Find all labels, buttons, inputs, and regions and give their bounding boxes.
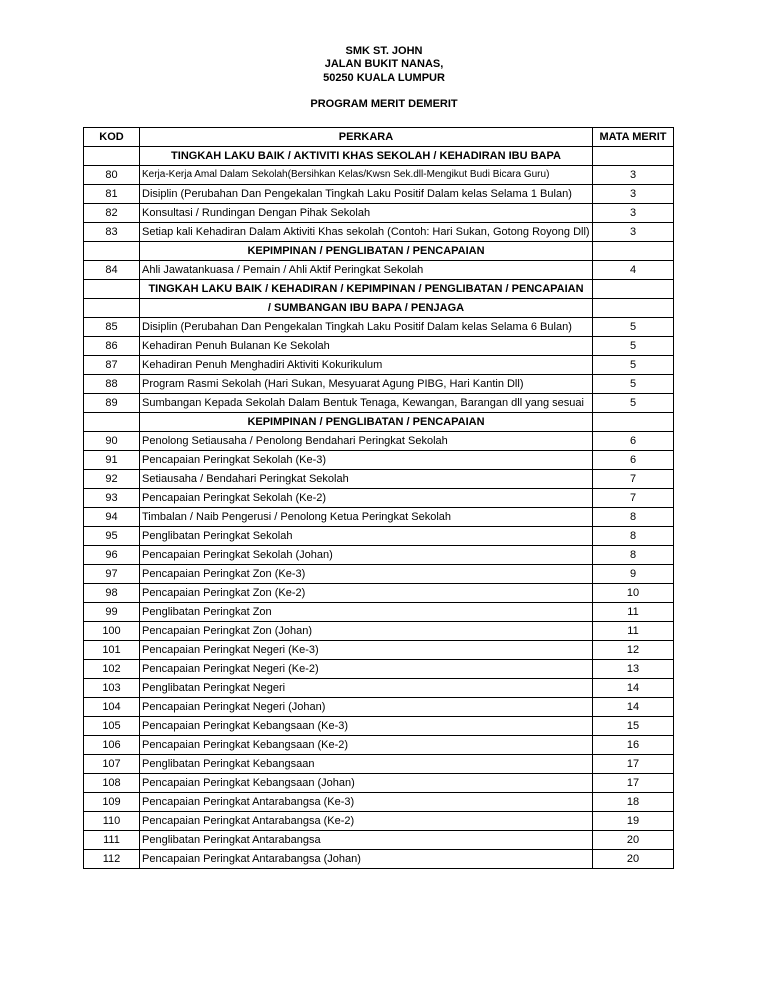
table-row — [84, 375, 674, 394]
perkara-cell: Pencapaian Peringkat Kebangsaan (Johan) — [140, 774, 593, 793]
table-row — [84, 546, 674, 565]
table-row — [84, 717, 674, 736]
mata-merit-cell: 12 — [593, 641, 674, 660]
section-heading: KEPIMPINAN / PENGLIBATAN / PENCAPAIAN — [140, 242, 593, 261]
mata-merit-cell: 6 — [593, 451, 674, 470]
perkara-cell: Pencapaian Peringkat Sekolah (Ke-2) — [140, 489, 593, 508]
school-name: SMK ST. JOHN — [345, 45, 423, 57]
kod-cell: 81 — [84, 185, 140, 204]
mata-merit-cell: 5 — [593, 356, 674, 375]
empty-cell — [593, 242, 674, 261]
mata-merit-cell: 5 — [593, 394, 674, 413]
empty-cell — [84, 413, 140, 432]
table-row — [84, 451, 674, 470]
kod-cell: 107 — [84, 755, 140, 774]
empty-cell — [84, 299, 140, 318]
mata-merit-cell: 14 — [593, 679, 674, 698]
table-row — [84, 394, 674, 413]
program-title: PROGRAM MERIT DEMERIT — [310, 98, 458, 110]
perkara-cell: Pencapaian Peringkat Kebangsaan (Ke-2) — [140, 736, 593, 755]
table-row — [84, 641, 674, 660]
kod-cell: 84 — [84, 261, 140, 280]
kod-cell: 108 — [84, 774, 140, 793]
perkara-cell: Pencapaian Peringkat Zon (Ke-3) — [140, 565, 593, 584]
table-row — [84, 527, 674, 546]
kod-cell: 92 — [84, 470, 140, 489]
mata-merit-cell: 7 — [593, 470, 674, 489]
mata-merit-cell: 13 — [593, 660, 674, 679]
perkara-cell: Kerja-Kerja Amal Dalam Sekolah(Bersihkan Kelas/Kwsn Sek.dll-Mengikut Budi Bicara Guru) — [140, 166, 593, 185]
kod-cell: 104 — [84, 698, 140, 717]
column-header-mata-merit: MATA MERIT — [593, 128, 674, 147]
perkara-cell: Kehadiran Penuh Menghadiri Aktiviti Kokurikulum — [140, 356, 593, 375]
merit-table-body — [84, 147, 674, 869]
mata-merit-cell: 17 — [593, 774, 674, 793]
perkara-cell: Pencapaian Peringkat Antarabangsa (Johan) — [140, 850, 593, 869]
empty-cell — [84, 242, 140, 261]
table-row — [84, 223, 674, 242]
perkara-cell: Penglibatan Peringkat Zon — [140, 603, 593, 622]
table-row — [84, 679, 674, 698]
kod-cell: 88 — [84, 375, 140, 394]
section-heading: / SUMBANGAN IBU BAPA / PENJAGA — [140, 299, 593, 318]
table-row — [84, 470, 674, 489]
perkara-cell: Pencapaian Peringkat Negeri (Ke-2) — [140, 660, 593, 679]
perkara-cell: Setiausaha / Bendahari Peringkat Sekolah — [140, 470, 593, 489]
table-row — [84, 831, 674, 850]
kod-cell: 102 — [84, 660, 140, 679]
mata-merit-cell: 7 — [593, 489, 674, 508]
perkara-cell: Pencapaian Peringkat Sekolah (Ke-3) — [140, 451, 593, 470]
mata-merit-cell: 11 — [593, 603, 674, 622]
perkara-cell: Penglibatan Peringkat Antarabangsa — [140, 831, 593, 850]
table-row — [84, 774, 674, 793]
mata-merit-cell: 20 — [593, 831, 674, 850]
merit-table — [83, 127, 674, 869]
perkara-cell: Ahli Jawatankuasa / Pemain / Ahli Aktif Peringkat Sekolah — [140, 261, 593, 280]
perkara-cell: Pencapaian Peringkat Sekolah (Johan) — [140, 546, 593, 565]
perkara-cell: Pencapaian Peringkat Antarabangsa (Ke-3) — [140, 793, 593, 812]
table-row — [84, 489, 674, 508]
table-row — [84, 261, 674, 280]
perkara-cell: Sumbangan Kepada Sekolah Dalam Bentuk Tenaga, Kewangan, Barangan dll yang sesuai — [140, 394, 593, 413]
mata-merit-cell: 8 — [593, 527, 674, 546]
table-row — [84, 318, 674, 337]
kod-cell: 95 — [84, 527, 140, 546]
mata-merit-cell: 15 — [593, 717, 674, 736]
mata-merit-cell: 20 — [593, 850, 674, 869]
section-row — [84, 242, 674, 261]
table-row — [84, 603, 674, 622]
section-row — [84, 280, 674, 299]
kod-cell: 85 — [84, 318, 140, 337]
section-row — [84, 147, 674, 166]
kod-cell: 112 — [84, 850, 140, 869]
kod-cell: 80 — [84, 166, 140, 185]
table-row — [84, 565, 674, 584]
kod-cell: 94 — [84, 508, 140, 527]
perkara-cell: Penolong Setiausaha / Penolong Bendahari Peringkat Sekolah — [140, 432, 593, 451]
kod-cell: 86 — [84, 337, 140, 356]
table-row — [84, 508, 674, 527]
table-row — [84, 698, 674, 717]
kod-cell: 97 — [84, 565, 140, 584]
empty-cell — [593, 280, 674, 299]
mata-merit-cell: 3 — [593, 166, 674, 185]
perkara-cell: Disiplin (Perubahan Dan Pengekalan Tingkah Laku Positif Dalam kelas Selama 1 Bulan) — [140, 185, 593, 204]
mata-merit-cell: 9 — [593, 565, 674, 584]
table-row — [84, 622, 674, 641]
kod-cell: 91 — [84, 451, 140, 470]
empty-cell — [593, 147, 674, 166]
empty-cell — [593, 413, 674, 432]
kod-cell: 99 — [84, 603, 140, 622]
kod-cell: 109 — [84, 793, 140, 812]
table-row — [84, 204, 674, 223]
kod-cell: 98 — [84, 584, 140, 603]
mata-merit-cell: 8 — [593, 508, 674, 527]
section-heading: KEPIMPINAN / PENGLIBATAN / PENCAPAIAN — [140, 413, 593, 432]
mata-merit-cell: 5 — [593, 375, 674, 394]
table-row — [84, 736, 674, 755]
kod-cell: 103 — [84, 679, 140, 698]
empty-cell — [593, 299, 674, 318]
kod-cell: 100 — [84, 622, 140, 641]
mata-merit-cell: 5 — [593, 318, 674, 337]
table-header-row — [84, 128, 674, 147]
perkara-cell: Penglibatan Peringkat Negeri — [140, 679, 593, 698]
table-row — [84, 166, 674, 185]
column-header-perkara: PERKARA — [140, 128, 593, 147]
mata-merit-cell: 6 — [593, 432, 674, 451]
perkara-cell: Timbalan / Naib Pengerusi / Penolong Ketua Peringkat Sekolah — [140, 508, 593, 527]
column-header-kod: KOD — [84, 128, 140, 147]
school-street: JALAN BUKIT NANAS, — [324, 58, 444, 70]
table-row — [84, 432, 674, 451]
mata-merit-cell: 10 — [593, 584, 674, 603]
mata-merit-cell: 4 — [593, 261, 674, 280]
kod-cell: 106 — [84, 736, 140, 755]
section-row — [84, 413, 674, 432]
mata-merit-cell: 5 — [593, 337, 674, 356]
perkara-cell: Penglibatan Peringkat Sekolah — [140, 527, 593, 546]
kod-cell: 87 — [84, 356, 140, 375]
kod-cell: 83 — [84, 223, 140, 242]
perkara-cell: Pencapaian Peringkat Antarabangsa (Ke-2) — [140, 812, 593, 831]
perkara-cell: Disiplin (Perubahan Dan Pengekalan Tingkah Laku Positif Dalam kelas Selama 6 Bulan) — [140, 318, 593, 337]
mata-merit-cell: 11 — [593, 622, 674, 641]
school-city: 50250 KUALA LUMPUR — [323, 72, 445, 84]
perkara-cell: Pencapaian Peringkat Kebangsaan (Ke-3) — [140, 717, 593, 736]
section-row — [84, 299, 674, 318]
kod-cell: 93 — [84, 489, 140, 508]
perkara-cell: Konsultasi / Rundingan Dengan Pihak Sekolah — [140, 204, 593, 223]
perkara-cell: Pencapaian Peringkat Negeri (Johan) — [140, 698, 593, 717]
mata-merit-cell: 8 — [593, 546, 674, 565]
empty-cell — [84, 280, 140, 299]
table-row — [84, 812, 674, 831]
perkara-cell: Setiap kali Kehadiran Dalam Aktiviti Khas sekolah (Contoh: Hari Sukan, Gotong Royong Dll) — [140, 223, 593, 242]
table-row — [84, 850, 674, 869]
table-row — [84, 793, 674, 812]
kod-cell: 110 — [84, 812, 140, 831]
table-row — [84, 755, 674, 774]
table-row — [84, 337, 674, 356]
mata-merit-cell: 3 — [593, 204, 674, 223]
perkara-cell: Pencapaian Peringkat Zon (Johan) — [140, 622, 593, 641]
section-heading: TINGKAH LAKU BAIK / KEHADIRAN / KEPIMPINAN / PENGLIBATAN / PENCAPAIAN — [140, 280, 593, 299]
empty-cell — [84, 147, 140, 166]
kod-cell: 101 — [84, 641, 140, 660]
perkara-cell: Penglibatan Peringkat Kebangsaan — [140, 755, 593, 774]
kod-cell: 89 — [84, 394, 140, 413]
mata-merit-cell: 19 — [593, 812, 674, 831]
table-row — [84, 185, 674, 204]
kod-cell: 105 — [84, 717, 140, 736]
mata-merit-cell: 3 — [593, 185, 674, 204]
mata-merit-cell: 3 — [593, 223, 674, 242]
mata-merit-cell: 16 — [593, 736, 674, 755]
perkara-cell: Program Rasmi Sekolah (Hari Sukan, Mesyuarat Agung PIBG, Hari Kantin Dll) — [140, 375, 593, 394]
perkara-cell: Pencapaian Peringkat Zon (Ke-2) — [140, 584, 593, 603]
kod-cell: 82 — [84, 204, 140, 223]
kod-cell: 90 — [84, 432, 140, 451]
table-row — [84, 584, 674, 603]
perkara-cell: Kehadiran Penuh Bulanan Ke Sekolah — [140, 337, 593, 356]
perkara-cell: Pencapaian Peringkat Negeri (Ke-3) — [140, 641, 593, 660]
section-heading: TINGKAH LAKU BAIK / AKTIVITI KHAS SEKOLAH / KEHADIRAN IBU BAPA — [140, 147, 593, 166]
mata-merit-cell: 17 — [593, 755, 674, 774]
mata-merit-cell: 14 — [593, 698, 674, 717]
table-row — [84, 660, 674, 679]
kod-cell: 96 — [84, 546, 140, 565]
mata-merit-cell: 18 — [593, 793, 674, 812]
kod-cell: 111 — [84, 831, 140, 850]
table-row — [84, 356, 674, 375]
